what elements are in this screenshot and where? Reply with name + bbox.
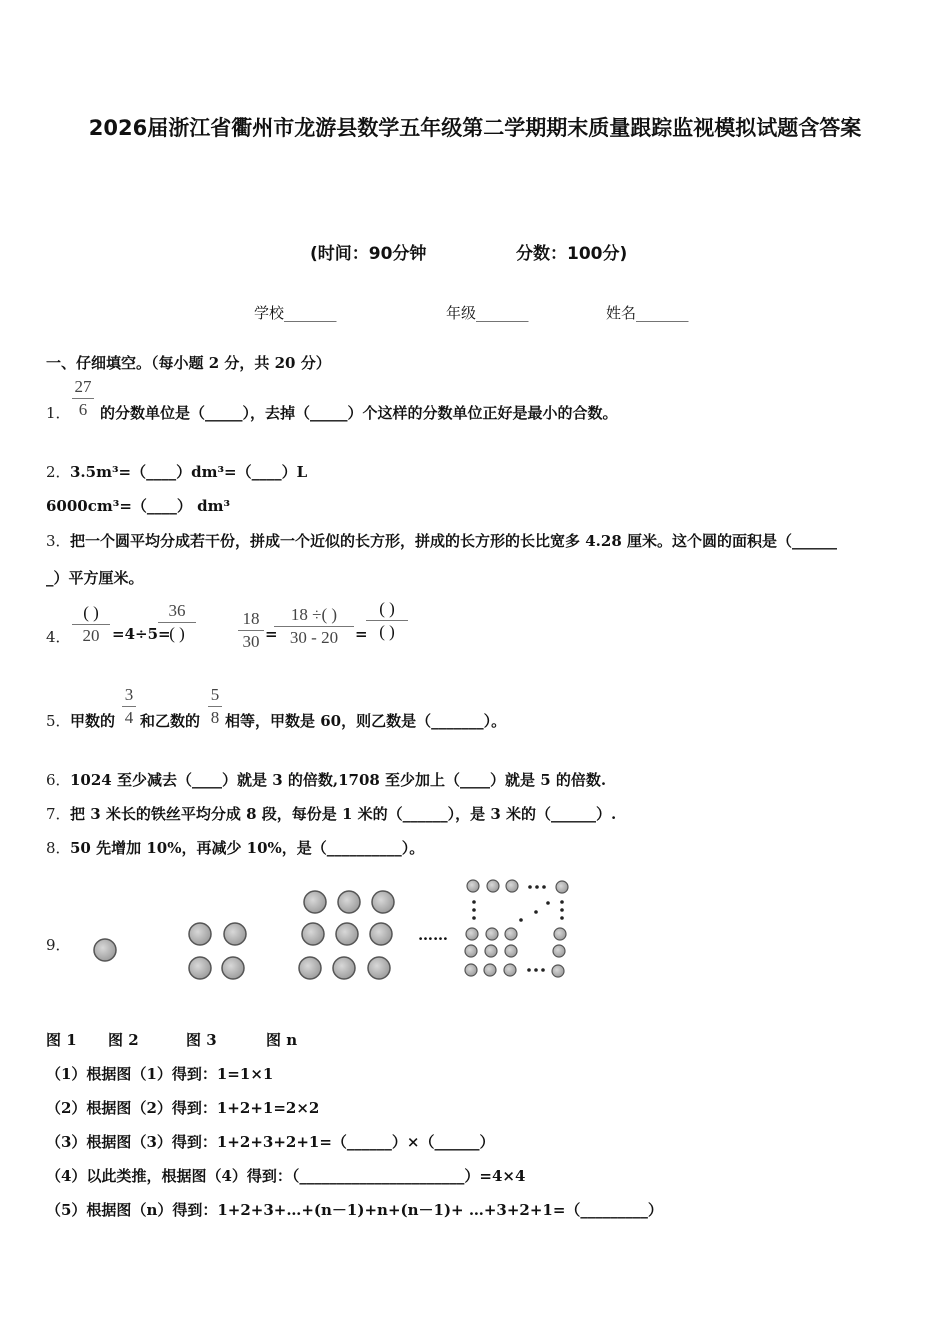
fraction-27-6 [72, 376, 94, 421]
fraction-denominator: ( ) [169, 624, 185, 643]
fraction-3-4 [122, 684, 136, 729]
question-text: 把 3 米长的铁丝平均分成 8 段，每份是 1 米的（______），是 3 米的（______）. [70, 805, 617, 823]
sub-question-4: （4）以此类推，根据图（4）得到：（______________________）=4×4 [46, 1167, 526, 1185]
question-number: 7． [46, 805, 71, 823]
figure-3-dots [299, 891, 394, 979]
question-number: 3． [46, 532, 71, 550]
dot [504, 964, 516, 976]
dot [485, 945, 497, 957]
dot [465, 945, 477, 957]
dot [302, 923, 324, 945]
fraction-denominator: ( ) [379, 622, 395, 641]
caption-figure-2: 图 2 [108, 1031, 139, 1049]
fraction-18-div-blank [274, 604, 354, 649]
exam-time: (时间：90分钟 [310, 244, 427, 264]
dot [189, 957, 211, 979]
sub-question-5: （5）根据图（n）得到：1+2+3+…+(n－1)+n+(n－1)+ …+3+2+1=（_________） [46, 1201, 663, 1219]
dot [338, 891, 360, 913]
exam-score: 分数：100分) [516, 244, 628, 264]
dot-pattern-figures [0, 870, 600, 990]
dot [506, 880, 518, 892]
fraction-numerator: 18 ÷( ) [290, 605, 338, 624]
dot [486, 928, 498, 940]
dot [505, 945, 517, 957]
fraction-denominator: 20 [82, 626, 100, 645]
page-title: 2026届浙江省衢州市龙游县数学五年级第二学期期末质量跟踪监视模拟试题含答案 [88, 116, 862, 140]
dot [487, 880, 499, 892]
dot [94, 939, 116, 961]
fraction-36-blank [158, 600, 196, 645]
question-number: 2． [46, 463, 71, 481]
dot [333, 957, 355, 979]
dot [304, 891, 326, 913]
question-number: 5． [46, 712, 71, 730]
figure-2-dots [189, 923, 246, 979]
question-text: 1024 至少减去（____）就是 3 的倍数,1708 至少加上（____）就是 5 的倍数. [70, 771, 607, 789]
school-field[interactable]: 学校_______ [254, 304, 337, 322]
dot [552, 965, 564, 977]
ellipsis: …… [418, 926, 448, 944]
fraction-numerator: 5 [210, 685, 220, 704]
equals-sign: = [265, 625, 278, 643]
fraction-numerator: 27 [74, 377, 92, 396]
equals-sign: = [355, 625, 368, 643]
dot [505, 928, 517, 940]
fraction-denominator: 6 [78, 400, 88, 419]
question-number: 9． [46, 936, 71, 954]
equation-text: =4÷5= [112, 625, 171, 643]
fraction-numerator: 18 [242, 609, 260, 628]
dot [222, 957, 244, 979]
dot [189, 923, 211, 945]
fraction-numerator: 36 [168, 601, 186, 620]
figure-n-dots [465, 880, 568, 977]
fraction-blank-blank [366, 598, 408, 643]
fraction-numerator: ( ) [83, 603, 99, 622]
grade-field[interactable]: 年级_______ [446, 304, 529, 322]
question-number: 4． [46, 628, 71, 646]
caption-figure-1: 图 1 [46, 1031, 77, 1049]
question-text-line2: 6000cm³=（____） dm³ [46, 497, 231, 515]
continuation-dots [472, 885, 564, 972]
dot [556, 881, 568, 893]
fraction-denominator: 30 - 20 [289, 628, 339, 647]
dot [370, 923, 392, 945]
dot [554, 928, 566, 940]
question-number: 8． [46, 839, 71, 857]
fraction-numerator: ( ) [379, 599, 395, 618]
fraction-numerator: 3 [124, 685, 134, 704]
fraction-denominator: 8 [210, 708, 220, 727]
dot [484, 964, 496, 976]
dot [299, 957, 321, 979]
question-number: 6． [46, 771, 71, 789]
caption-figure-n: 图 n [266, 1031, 298, 1049]
dot [467, 880, 479, 892]
sub-question-3: （3）根据图（3）得到：1+2+3+2+1=（______）×（______） [46, 1133, 495, 1151]
question-text: 的分数单位是（_____），去掉（_____）个这样的分数单位正好是最小的合数。 [100, 404, 618, 422]
sub-question-1: （1）根据图（1）得到：1=1×1 [46, 1065, 274, 1083]
question-text: 和乙数的 [140, 712, 201, 730]
question-text: 50 先增加 10%，再减少 10%，是（__________）。 [70, 839, 425, 857]
fraction-blank-20 [72, 602, 110, 647]
caption-figure-3: 图 3 [186, 1031, 217, 1049]
fraction-denominator: 30 [242, 632, 260, 651]
dot [553, 945, 565, 957]
dot [466, 928, 478, 940]
section-heading: 一、仔细填空。（每小题 2 分，共 20 分） [46, 354, 331, 372]
fraction-denominator: 4 [124, 708, 134, 727]
fraction-18-30 [238, 608, 264, 653]
question-text: 把一个圆平均分成若干份，拼成一个近似的长方形，拼成的长方形的长比宽多 4.28 厘米。这个圆的面积是（______ [70, 532, 837, 550]
fraction-5-8 [208, 684, 222, 729]
dot [372, 891, 394, 913]
figure-1-dots [94, 939, 116, 961]
question-number: 1． [46, 404, 71, 422]
question-text: 相等，甲数是 60，则乙数是（_______）。 [225, 712, 507, 730]
dot [336, 923, 358, 945]
name-field[interactable]: 姓名_______ [606, 304, 689, 322]
question-text: 甲数的 [70, 712, 116, 730]
sub-question-2: （2）根据图（2）得到：1+2+1=2×2 [46, 1099, 320, 1117]
dot [368, 957, 390, 979]
question-text: 3.5m³=（____）dm³=（____）L [70, 463, 308, 481]
dot [465, 964, 477, 976]
question-text-line2: _）平方厘米。 [46, 569, 144, 587]
dot [224, 923, 246, 945]
